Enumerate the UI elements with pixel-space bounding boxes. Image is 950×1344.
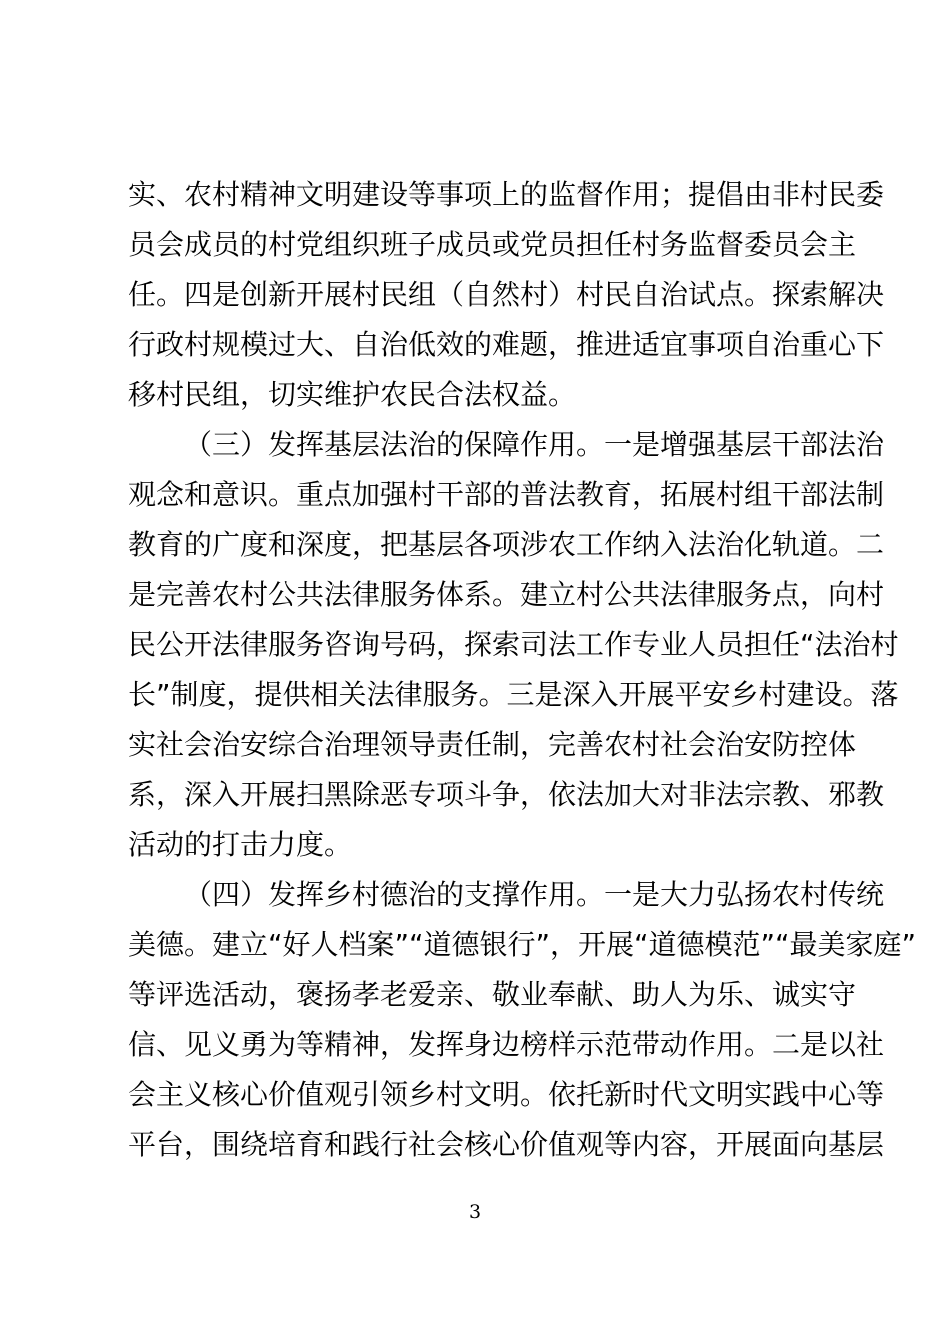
text-line: 美德。建立“好人档案”“道德银行”，开展“道德模范”“最美家庭”: [128, 928, 917, 961]
text-line: 移村民组，切实维护农民合法权益。: [128, 378, 577, 411]
page-number: 3: [468, 1201, 482, 1223]
text-line: 长”制度，提供相关法律服务。三是深入开展平安乡村建设。落: [128, 678, 899, 711]
text-line: 会主义核心价值观引领乡村文明。依托新时代文明实践中心等: [128, 1078, 885, 1111]
text-line: 观念和意识。重点加强村干部的普法教育，拓展村组干部法制: [128, 478, 885, 511]
paragraph-four-heading-line: （四）发挥乡村德治的支撑作用。一是大力弘扬农村传统: [184, 878, 885, 911]
text-line: 民公开法律服务咨询号码，探索司法工作专业人员担任“法治村: [128, 628, 899, 661]
text-line: 员会成员的村党组织班子成员或党员担任村务监督委员会主: [128, 228, 857, 261]
body-text: [128, 170, 917, 1170]
text-line: 系，深入开展扫黑除恶专项斗争，依法加大对非法宗教、邪教: [128, 778, 885, 811]
text-line: 是完善农村公共法律服务体系。建立村公共法律服务点，向村: [128, 578, 885, 611]
text-line: 实、农村精神文明建设等事项上的监督作用；提倡由非村民委: [128, 178, 885, 211]
text-line: 等评选活动，褒扬孝老爱亲、敬业奉献、助人为乐、诚实守: [128, 978, 857, 1011]
text-line: 教育的广度和深度，把基层各项涉农工作纳入法治化轨道。二: [128, 528, 885, 561]
paragraph-three-heading-line: （三）发挥基层法治的保障作用。一是增强基层干部法治: [184, 428, 885, 461]
text-line: 平台，围绕培育和践行社会核心价值观等内容，开展面向基层: [128, 1128, 885, 1161]
text-line: 活动的打击力度。: [128, 828, 353, 861]
text-line: 行政村规模过大、自治低效的难题，推进适宜事项自治重心下: [128, 328, 885, 361]
text-line: 信、见义勇为等精神，发挥身边榜样示范带动作用。二是以社: [128, 1028, 885, 1061]
text-line: 实社会治安综合治理领导责任制，完善农村社会治安防控体: [128, 728, 857, 761]
text-line: 任。四是创新开展村民组（自然村）村民自治试点。探索解决: [128, 278, 885, 311]
